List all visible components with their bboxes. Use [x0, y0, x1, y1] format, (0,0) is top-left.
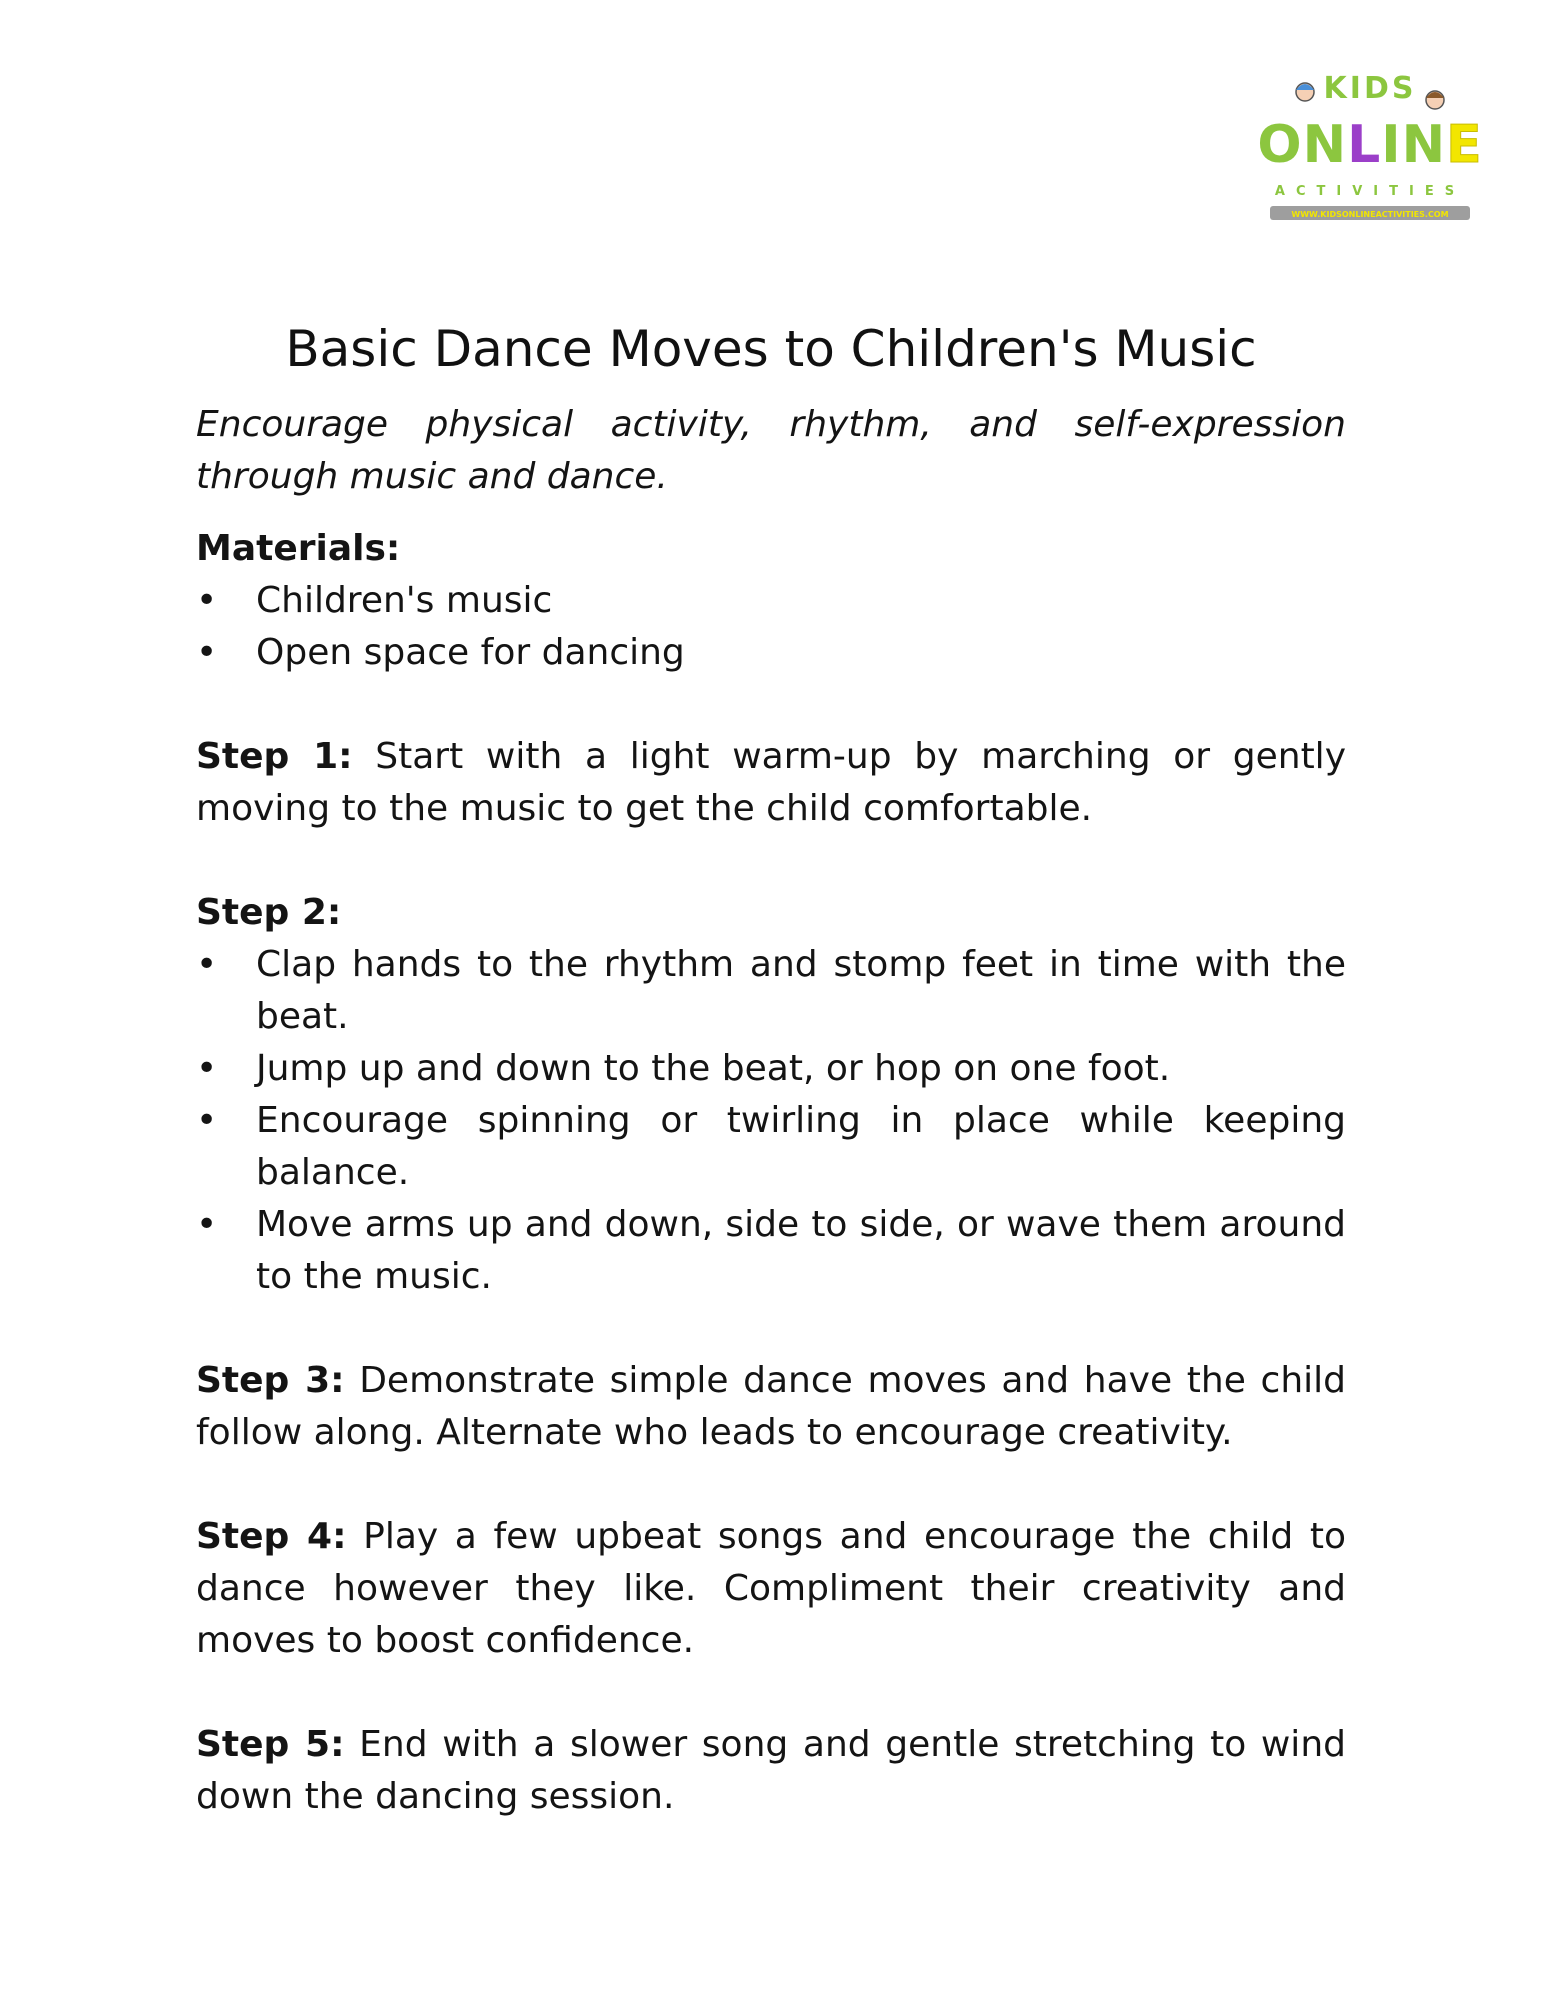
step-label: Step 3: — [196, 1359, 345, 1401]
list-item: • Children's music — [196, 575, 1346, 627]
step-text: Demonstrate simple dance moves and have the child follow along. Alternate who leads to encourage creativity. — [196, 1359, 1346, 1453]
step-label: Step 5: — [196, 1723, 345, 1765]
svg-text:ONLINE: ONLINE — [1257, 115, 1483, 175]
step-5 — [196, 1719, 1346, 1823]
step-text: End with a slower song and gentle stretching to wind down the dancing session. — [196, 1723, 1346, 1817]
step-4 — [196, 1511, 1346, 1667]
step-2-list — [196, 939, 1346, 1303]
step-2-heading: Step 2: — [196, 891, 342, 933]
intro-text: Encourage physical activity, rhythm, and self-expression through music and dance. — [196, 403, 1346, 497]
list-item: • Encourage spinning or twirling in place while keeping balance. — [196, 1095, 1346, 1199]
step-text: Start with a light warm-up by marching or gently moving to the music to get the child comfortable. — [196, 735, 1346, 829]
list-item: • Move arms up and down, side to side, or wave them around to the music. — [196, 1199, 1346, 1303]
materials-list — [196, 575, 1346, 679]
svg-text:KIDS: KIDS — [1323, 71, 1417, 106]
bullet-icon: • — [196, 1047, 218, 1089]
bullet-icon: • — [196, 631, 218, 673]
list-item: • Jump up and down to the beat, or hop on one foot. — [196, 1043, 1346, 1095]
bullet-icon: • — [196, 1203, 218, 1245]
step-1 — [196, 731, 1346, 835]
list-item: • Clap hands to the rhythm and stomp feet in time with the beat. — [196, 939, 1346, 1043]
step-text: Play a few upbeat songs and encourage the child to dance however they like. Compliment their creativity and moves to boost confidence. — [196, 1515, 1346, 1661]
svg-text:ACTIVITIES: ACTIVITIES — [1274, 184, 1466, 199]
materials-heading: Materials: — [196, 527, 401, 569]
list-item: • Open space for dancing — [196, 627, 1346, 679]
bullet-icon: • — [196, 1099, 218, 1141]
step-3 — [196, 1355, 1346, 1459]
step-label: Step 1: — [196, 735, 353, 777]
bullet-icon: • — [196, 943, 218, 985]
page-title: Basic Dance Moves to Children's Music — [285, 320, 1257, 378]
svg-text:WWW.KIDSONLINEACTIVITIES.COM: WWW.KIDSONLINEACTIVITIES.COM — [1291, 210, 1449, 219]
step-label: Step 4: — [196, 1515, 347, 1557]
kids-online-activities-logo — [1250, 60, 1490, 235]
logo-graphic — [1250, 60, 1490, 235]
document-body — [196, 318, 1346, 1823]
bullet-icon: • — [196, 579, 218, 621]
